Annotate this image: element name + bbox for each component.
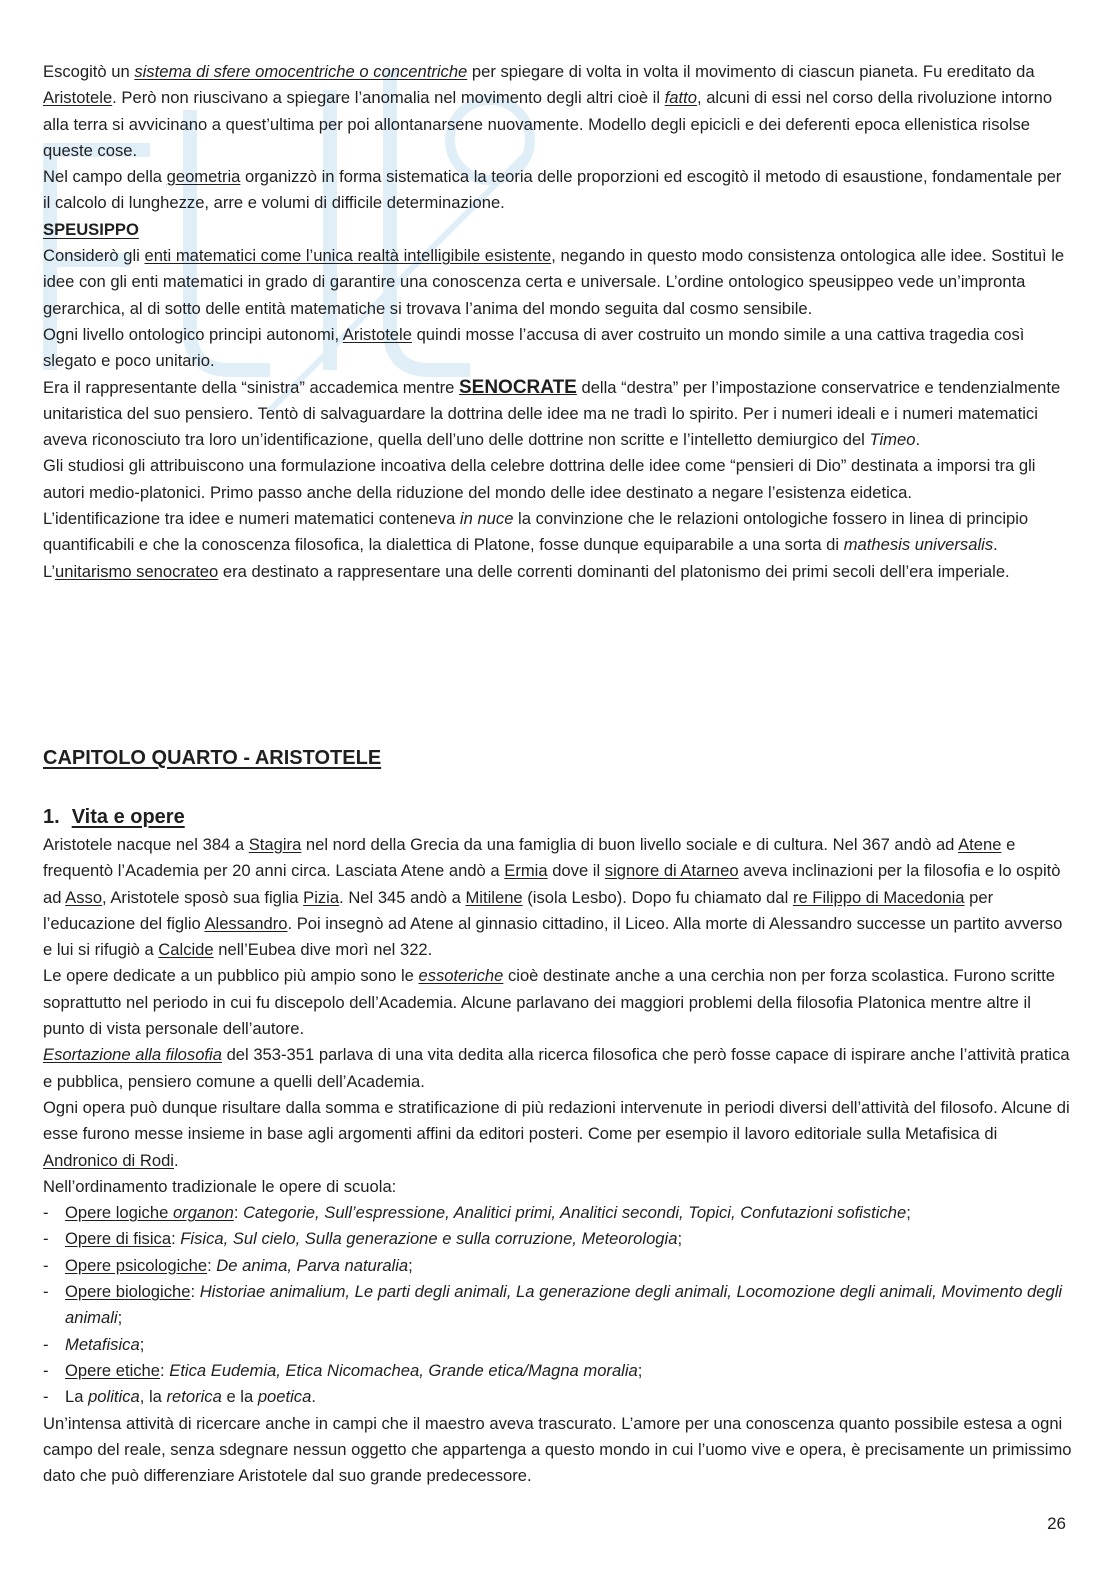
paragraph-biografia: [43, 832, 1073, 963]
paragraph-sfere: [43, 59, 1073, 164]
text: ;: [408, 1255, 413, 1275]
underlined-term: organon: [172, 1203, 234, 1223]
text: Ogni opera può dunque risultare dalla somma e stratificazione di più redazioni intervenute in periodi diversi dell’attività del filosofo. Alcune di esse furono messe insieme in base agli argomenti affini da editori posteri. Come per esempio il lavoro editoriale sulla Metafisica di: [43, 1097, 1070, 1144]
paragraph-geometria: [43, 164, 1073, 217]
paragraph-livello-ontologico: [43, 322, 1073, 375]
works-list: [43, 1200, 1073, 1410]
underlined-term: signore di Atarneo: [604, 861, 739, 881]
text: per l’educazione del figlio: [43, 887, 994, 933]
text: quindi mosse l’accusa di aver costruito un mondo simile a una cattiva tragedia così slegato e poco unitario.: [43, 324, 1025, 371]
italic-term: Historiae animalium, Le parti degli animali, La generazione degli animali, Locomozione degli animali, Movimento degli animali: [65, 1282, 1063, 1328]
senocrate-heading: SENOCRATE: [458, 376, 577, 398]
list-item: [43, 1200, 1073, 1226]
text: . Però non riuscivano a spiegare l’anomalia nel movimento degli altri cioè il: [112, 88, 665, 108]
italic-term: politica: [88, 1387, 140, 1407]
text: Nel campo della: [43, 167, 167, 187]
underlined-term: Alessandro: [204, 913, 288, 933]
underlined-term: fatto: [664, 88, 697, 108]
text: :: [171, 1229, 181, 1249]
underlined-term: Atene: [958, 835, 1002, 854]
list-item: [43, 1226, 1073, 1252]
text: la convinzione che le relazioni ontologiche fossero in linea di principio quantificabili e che la conoscenza filosofica, la dialettica di Platone, fosse dunque equiparabile a una sorta di: [43, 509, 1029, 555]
underlined-term: Calcide: [158, 940, 214, 960]
underlined-term: Opere psicologiche: [65, 1255, 208, 1275]
list-item: [43, 1253, 1073, 1279]
heading-text: SPEUSIPPO: [43, 219, 139, 239]
underlined-term: Opere di fisica: [65, 1229, 172, 1249]
text: . Nel 345 andò a: [339, 887, 466, 907]
list-item: [43, 1279, 1073, 1332]
text: , Aristotele sposò sua figlia: [102, 887, 304, 907]
list-item: [43, 1384, 1073, 1410]
underlined-term: geometria: [166, 167, 241, 187]
underlined-term: unitarismo senocrateo: [55, 561, 219, 581]
paragraph-pensieri-di-dio: Gli studiosi gli attribuiscono una formulazione incoativa della celebre dottrina delle idee come “pensieri di Dio” destinata a imporsi tra gli autori medio-platonici. Primo passo anche della riduzione del mondo delle idee destinato a negare l’esistenza eidetica.: [43, 456, 1036, 502]
underlined-term: Mitilene: [465, 887, 523, 907]
italic-term: Fisica, Sul cielo, Sulla generazione e sulla corruzione, Meteorologia: [180, 1229, 678, 1249]
underlined-term: Asso: [65, 887, 103, 907]
paragraph-essoteriche: [43, 963, 1073, 1042]
text: Era il rappresentante della “sinistra” accademica mentre: [43, 377, 459, 397]
text: del 353-351 parlava di una vita dedita alla ricerca filosofica che però fosse capace di ispirare anche l’attività pratica e pubblica, pensiero comune a quelli dell’Academia.: [43, 1045, 1070, 1091]
underlined-term: Aristotele: [342, 324, 412, 344]
italic-term: retorica: [166, 1387, 222, 1407]
underlined-term: sistema di sfere omocentriche o concentriche: [134, 62, 468, 81]
text: e la: [221, 1387, 258, 1407]
text: per spiegare di volta in volta il movimento di ciascun pianeta. Fu ereditato da: [467, 62, 1035, 81]
text: e frequentò l’Academia per 20 anni circa. Lasciata Atene andò a: [43, 835, 1016, 881]
text: , la: [139, 1387, 167, 1407]
paragraph-identificazione: [43, 506, 1073, 585]
page-number: 26: [1047, 1514, 1066, 1533]
text: ;: [139, 1334, 145, 1354]
speusippo-heading: [43, 217, 1073, 243]
text: dove il: [547, 861, 605, 881]
text: .: [173, 1150, 179, 1170]
paragraph-esortazione: [43, 1042, 1073, 1095]
text: nell’Eubea dive morì nel 322.: [213, 940, 433, 960]
section-number: 1.: [43, 806, 60, 828]
text: :: [190, 1282, 200, 1302]
underlined-term: Stagira: [248, 835, 302, 854]
underlined-term: Andronico di Rodi: [43, 1150, 174, 1170]
list-item: [43, 1358, 1073, 1384]
italic-term: Etica Eudemia, Etica Nicomachea, Grande etica/Magna moralia: [169, 1360, 638, 1380]
paragraph-conclusione: Un’intensa attività di ricercare anche in campi che il maestro aveva trascurato. L’amore per una conoscenza quanto possibile estesa a ogni campo del reale, senza sdegnare nessun oggetto che appartenga a questo mondo in cui l’uomo vive e opera, è precisamente un primissimo dato che può differenziare Aristotele dal suo grande predecessore.: [43, 1413, 1072, 1486]
italic-term: poetica: [257, 1387, 312, 1407]
italic-term: in nuce: [459, 509, 514, 529]
italic-term: Timeo: [869, 430, 916, 450]
text: :: [160, 1360, 170, 1380]
section-heading: [43, 804, 185, 830]
list-item: [43, 1332, 1073, 1358]
text: . L’: [43, 535, 998, 581]
text: Escogitò un: [43, 62, 135, 81]
text: ;: [117, 1308, 123, 1328]
underlined-term: Esortazione alla filosofia: [43, 1045, 222, 1065]
text: nel nord della Grecia da una famiglia di buon livello sociale e di cultura. Nel 367 andò ad: [301, 835, 959, 854]
underlined-term: Opere biologiche: [65, 1282, 191, 1302]
paragraph-enti-matematici: [43, 243, 1073, 322]
text: .: [915, 430, 921, 450]
section-title: Vita e opere: [71, 806, 185, 828]
underlined-term: Ermia: [504, 861, 548, 881]
underlined-term: enti matematici come l’unica realtà intelligibile esistente: [144, 246, 552, 266]
underlined-term: essoteriche: [418, 966, 504, 986]
text: .: [311, 1387, 316, 1407]
text: :: [233, 1203, 244, 1223]
text: :: [207, 1255, 217, 1275]
paragraph-senocrate: [43, 375, 1073, 454]
text: Ogni livello ontologico principi autonomi,: [43, 324, 343, 344]
italic-term: mathesis universalis: [843, 535, 994, 555]
text: , negando in questo modo consistenza ontologica alle idee. Sostituì le idee con gli enti matematici in grado di garantire una conoscenza certa e universale. L’ordine ontologico speusippeo vede un’impronta gerarchica, al di sotto delle entità matematiche si trovava l’anima del mondo seguita dal cosmo sensibile.: [43, 246, 1065, 318]
text: Considerò gli: [43, 246, 145, 266]
text: , alcuni di essi nel corso della rivoluzione intorno alla terra si avvicinano a quest’ultima per poi allontanarsene nuovamente. Modello degli epicicli e dei deferenti epoca ellenistica risolse queste cose.: [43, 88, 1053, 160]
top-text-block: [43, 59, 1073, 585]
bottom-text-block: [43, 832, 1073, 1489]
underlined-term: re Filippo di Macedonia: [792, 887, 965, 907]
text: aveva inclinazioni per la filosofia e lo ospitò ad: [43, 861, 1061, 907]
text: ;: [906, 1203, 911, 1223]
underlined-term: Aristotele: [43, 88, 113, 108]
paragraph-ordinamento: Nell’ordinamento tradizionale le opere di scuola:: [43, 1176, 397, 1196]
text: Le opere dedicate a un pubblico più ampio sono le: [43, 966, 419, 986]
italic-term: Categorie, Sull’espressione, Analitici primi, Analitici secondi, Topici, Confutazioni sofistiche: [243, 1203, 907, 1223]
paragraph-stratificazione: [43, 1095, 1073, 1174]
underlined-term: Opere etiche: [65, 1360, 161, 1380]
text: era destinato a rappresentare una delle correnti dominanti del platonismo dei primi secoli dell’era imperiale.: [218, 561, 1010, 581]
text: (isola Lesbo). Dopo fu chiamato dal: [522, 887, 793, 907]
text: L’identificazione tra idee e numeri matematici conteneva: [43, 509, 460, 529]
text: ;: [677, 1229, 683, 1249]
underlined-term: Opere logiche: [65, 1203, 173, 1223]
text: della “destra” per l’impostazione conservatrice e tendenzialmente unitaristica del suo pensiero. Tentò di salvaguardare la dottrina delle idee ma ne tradì lo spirito. Per i numeri ideali e i numeri matematici aveva riconosciuto tra loro un’identificazione, quella dell’uno delle dottrine non scritte e l’intelletto demiurgico del: [43, 377, 1061, 450]
chapter-title: CAPITOLO QUARTO - ARISTOTELE: [43, 747, 382, 769]
text: ;: [637, 1360, 643, 1380]
italic-term: Metafisica: [65, 1334, 140, 1354]
text: La: [65, 1387, 89, 1407]
underlined-term: Pizia: [303, 887, 340, 907]
text: organizzò in forma sistematica la teoria delle proporzioni ed escogitò il metodo di esaustione, fondamentale per il calcolo di lunghezze, arre e volumi di difficile determinazione.: [43, 167, 1062, 213]
text: . Poi insegnò ad Atene al ginnasio cittadino, il Liceo. Alla morte di Alessandro successe un partito avverso e lui si rifugiò a: [43, 913, 1063, 960]
text: cioè destinate anche a una cerchia non per forza scolastica. Furono scritte soprattutto nel periodo in cui fu discepolo dell’Academia. Alcune parlavano dei maggiori problemi della filosofia Platonica mentre altre il punto di vista personale dell’autore.: [43, 966, 1055, 1039]
text: Aristotele nacque nel 384 a: [43, 835, 249, 854]
italic-term: De anima, Parva naturalia: [216, 1255, 409, 1275]
